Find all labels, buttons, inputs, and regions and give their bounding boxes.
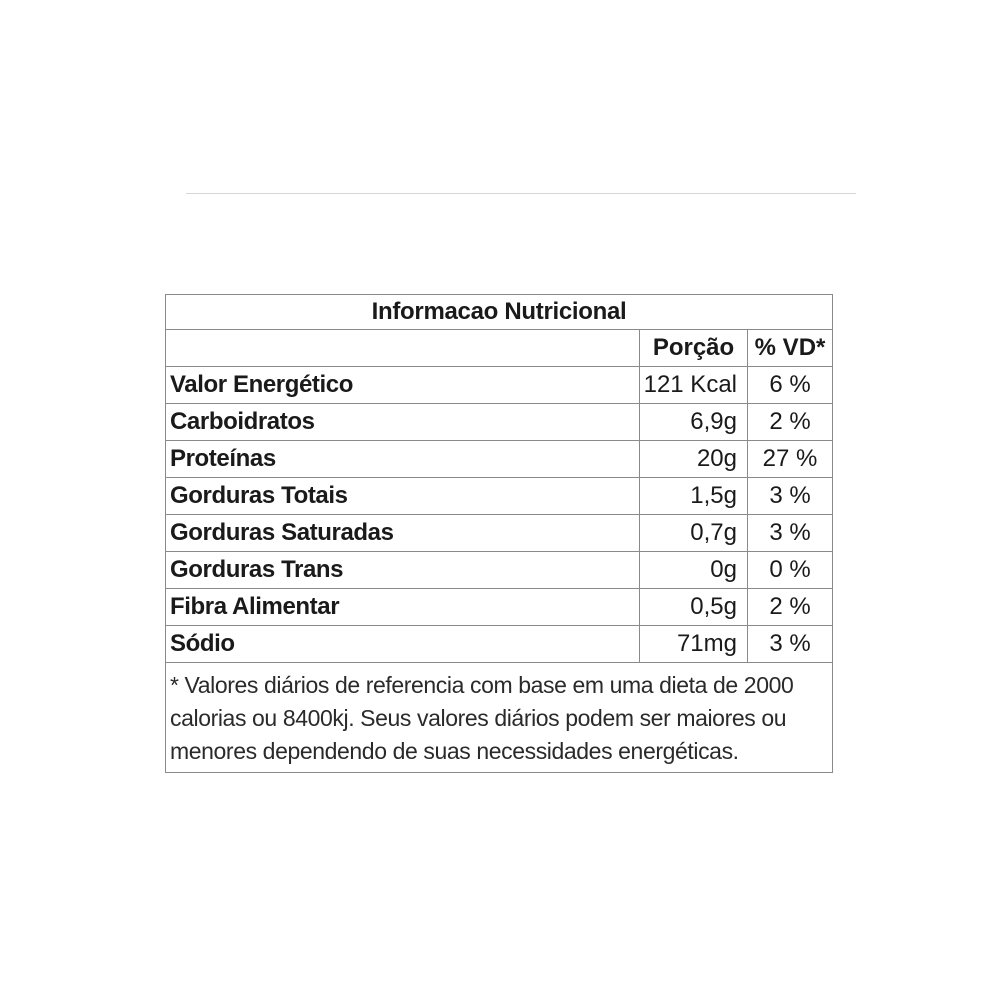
nutrient-name: Gorduras Trans [166,552,640,589]
nutrient-portion: 6,9g [640,404,748,441]
divider-line [186,193,856,194]
footnote-line: menores dependendo de suas necessidades energéticas. [170,738,739,764]
header-name-cell [166,330,640,367]
nutrient-name: Proteínas [166,441,640,478]
nutrient-name: Sódio [166,626,640,663]
nutrient-name: Valor Energético [166,367,640,404]
footnote-line: * Valores diários de referencia com base em uma dieta de 2000 [170,672,794,698]
nutrient-portion: 0,7g [640,515,748,552]
table-title-row [166,295,833,330]
footnote-row [166,663,833,773]
nutrient-name: Gorduras Saturadas [166,515,640,552]
table-title: Informacao Nutricional [166,295,833,330]
table-row [166,367,833,404]
header-portion: Porção [640,330,748,367]
nutrient-portion: 71mg [640,626,748,663]
table-row [166,589,833,626]
table-row [166,626,833,663]
nutrient-vd: 6 % [748,367,833,404]
nutrient-vd: 3 % [748,515,833,552]
table-row [166,478,833,515]
nutrient-portion: 121 Kcal [640,367,748,404]
nutrient-name: Gorduras Totais [166,478,640,515]
table-row [166,404,833,441]
footnote-line: calorias ou 8400kj. Seus valores diários podem ser maiores ou [170,705,787,731]
nutrient-name: Fibra Alimentar [166,589,640,626]
nutrient-vd: 27 % [748,441,833,478]
nutrient-name: Carboidratos [166,404,640,441]
nutrient-portion: 0,5g [640,589,748,626]
table-row [166,515,833,552]
nutrient-vd: 2 % [748,404,833,441]
nutrient-portion: 0g [640,552,748,589]
nutrient-portion: 1,5g [640,478,748,515]
nutrient-vd: 3 % [748,478,833,515]
header-vd: % VD* [748,330,833,367]
table-row [166,552,833,589]
nutrient-vd: 0 % [748,552,833,589]
nutrient-portion: 20g [640,441,748,478]
table-header-row [166,330,833,367]
nutrient-vd: 2 % [748,589,833,626]
footnote [166,663,833,773]
nutrient-vd: 3 % [748,626,833,663]
nutrition-facts-table [165,294,833,773]
table-row [166,441,833,478]
